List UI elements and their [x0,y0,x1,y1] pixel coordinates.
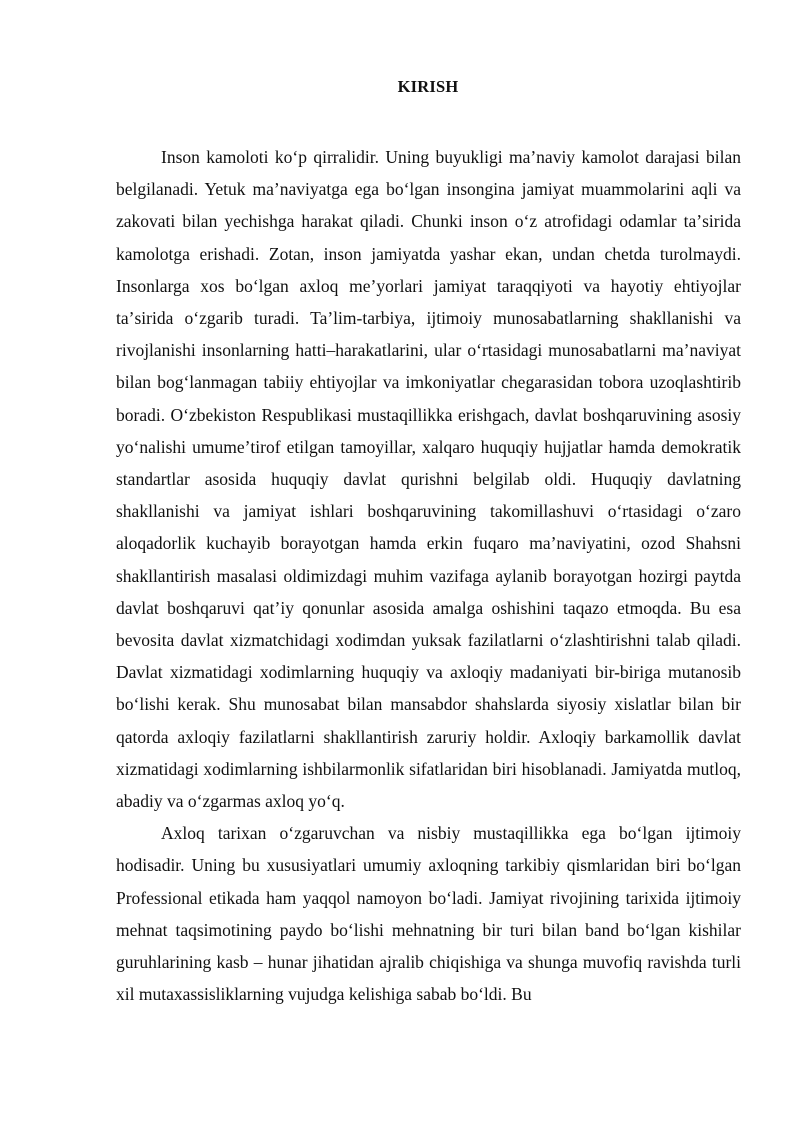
body-text [116,141,741,1010]
paragraph-2: Axloq tarixan oʻzgaruvchan va nisbiy mustaqillikka ega boʻlgan ijtimoiy hodisadir. Uning bu xususiyatlari umumiy axloqning tarkibiy qismlaridan biri boʻlgan Professional etikada ham yaqqol namoyon boʻladi. Jamiyat rivojining tarixida ijtimoiy mehnat taqsimotining paydo boʻlishi mehnatning bir turi bilan band boʻlgan kishilar guruhlarining kasb – hunar jihatidan ajralib chiqishiga va shunga muvofiq ravishda turli xil mutaxassisliklarning vujudga kelishiga sabab boʻldi. Bu [116,823,741,1005]
paragraph-1: Inson kamoloti koʻp qirralidir. Uning buyukligi maʼnaviy kamolot darajasi bilan belgilanadi. Yetuk maʼnaviyatga ega boʻlgan insongina jamiyat muammolarini aqli va zakovati bilan yechishga harakat qiladi. Chunki inson oʻz atrofidagi odamlar taʼsirida kamolotga erishadi. Zotan, inson jamiyatda yashar ekan, undan chetda turolmaydi. Insonlarga xos boʻlgan axloq meʼyorlari jamiyat taraqqiyoti va hayotiy ehtiyojlar taʼsirida oʻzgarib turadi. Taʼlim-tarbiya, ijtimoiy munosabatlarning shakllanishi va rivojlanishi insonlarning hatti–harakatlarini, ular oʻrtasidagi munosabatlarni maʼnaviyat bilan bogʻlanmagan tabiiy ehtiyojlar va imkoniyatlar chegarasidan tobora uzoqlashtirib boradi. Oʻzbekiston Respublikasi mustaqillikka erishgach, davlat boshqaruvining asosiy yoʻnalishi umumeʼtirof etilgan tamoyillar, xalqaro huquqiy hujjatlar hamda demokratik standartlar asosida huquqiy davlat qurishni belgilab oldi. Huquqiy davlatning shakllanishi va jamiyat ishlari boshqaruvining takomillashuvi oʻrtasidagi oʻzaro aloqadorlik kuchayib borayotgan hamda erkin fuqaro maʼnaviyatini, ozod Shahsni shakllantirish masalasi oldimizdagi muhim vazifaga aylanib borayotgan hozirgi paytda davlat boshqaruvi qatʼiy qonunlar asosida amalga oshishini taqazo etmoqda. Bu esa bevosita davlat xizmatchidagi xodimdan yuksak fazilatlarni oʻzlashtirishni talab qiladi. Davlat xizmatidagi xodimlarning huquqiy va axloqiy madaniyati bir-biriga mutanosib boʻlishi kerak. Shu munosabat bilan mansabdor shahslarda siyosiy xislatlar bilan bir qatorda axloqiy fazilatlarni shakllantirish zaruriy holdir. Axloqiy barkamollik davlat xizmatidagi xodimlarning ishbilarmonlik sifatlaridan biri hisoblanadi. Jamiyatda mutloq, abadiy va oʻzgarmas axloq yoʻq. [116,147,741,812]
page-title: KIRISH [397,77,459,96]
